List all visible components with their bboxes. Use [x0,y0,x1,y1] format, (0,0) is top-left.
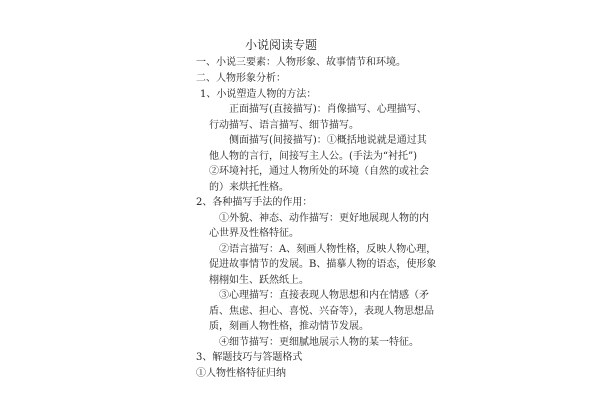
text-line: 栩栩如生、跃然纸上。 [209,275,309,286]
text-line: 行动描写、语言描写、细节描写。 [209,120,359,131]
text-line: ①外貌、神态、动作描写：更好地展现人物的内 [219,213,429,224]
text-line: 他人物的言行，间接写主人公。(手法为“衬托”) [209,151,418,162]
text-line: 盾、焦虑、担心、喜悦、兴奋等），表现人物思想品 [209,306,434,317]
text-line: 质，刻画人物性格，推动情节发展。 [209,321,369,332]
text-line: ③心理描写：直接表现人物思想和内在情感（矛 [219,290,429,301]
text-line: ②语言描写：A、刻画人物性格，反映人物心理， [219,244,437,255]
text-line: ②环境衬托，通过人物所处的环境（自然的或社会 [209,166,429,177]
text-line: 促进故事情节的发展。B、描摹人物的语态，使形象 [209,259,437,270]
text-line: 2、各种描写手法的作用： [196,197,313,208]
text-line: 3、解题技巧与答题格式 [196,352,303,363]
text-line: 正面描写(直接描写)：肖像描写、心理描写、 [229,104,427,115]
text-line: 一、小说三要素：人物形象、故事情节和环境。 [196,57,406,68]
text-line: ④细节描写：更细腻地展示人物的某一特征。 [219,337,419,348]
text-line: 侧面描写(间接描写)：①概括地说就是通过其 [229,135,427,146]
text-line: 的）来烘托性格。 [209,182,289,193]
text-line: 心世界及性格特征。 [209,228,299,239]
document-title: 小说阅读专题 [245,38,318,52]
text-line: 1、小说塑造人物的方法： [200,89,317,100]
text-line: ①人物性格特征归纳 [196,368,286,379]
text-line: 二、人物形象分析： [196,73,286,84]
